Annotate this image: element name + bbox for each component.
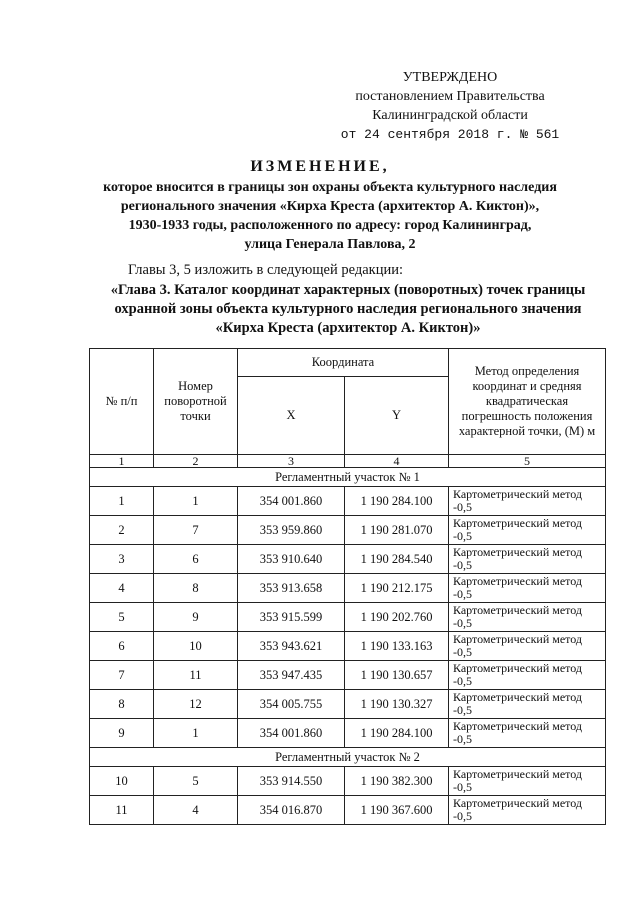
method: Картометрический метод -0,5 [449,690,606,719]
point-number: 6 [154,545,238,574]
section-1-heading: Регламентный участок № 1 [90,468,606,487]
point-number: 1 [154,487,238,516]
coord-y: 1 190 130.327 [345,690,449,719]
approval-stamp [300,68,600,144]
method: Картометрический метод -0,5 [449,574,606,603]
row-number: 6 [90,632,154,661]
row-number: 8 [90,690,154,719]
method: Картометрический метод -0,5 [449,719,606,748]
subtitle-line-2: регионального значения «Кирха Креста (архитектор А. Киктон)», [120,199,540,214]
document-subtitle [95,178,565,254]
table-row [90,767,606,796]
table-row [90,719,606,748]
coord-x: 354 001.860 [238,487,345,516]
table-row [90,632,606,661]
row-number: 1 [90,487,154,516]
row-number: 11 [90,796,154,825]
table-row [90,796,606,825]
coord-x: 354 005.755 [238,690,345,719]
row-number: 3 [90,545,154,574]
coordinates-table [89,348,606,825]
method: Картометрический метод -0,5 [449,796,606,825]
coord-y: 1 190 382.300 [345,767,449,796]
point-number: 12 [154,690,238,719]
table-row [90,516,606,545]
section-2-heading: Регламентный участок № 2 [90,748,606,767]
row-number: 4 [90,574,154,603]
document-title: ИЗМЕНЕНИЕ, [250,158,390,175]
table-row [90,690,606,719]
row-number: 9 [90,719,154,748]
chapter-line-3: «Кирха Креста (архитектор А. Киктон)» [215,320,481,336]
coord-x: 353 943.621 [238,632,345,661]
col-number: 2 [154,455,238,468]
coord-x: 353 959.860 [238,516,345,545]
point-number: 9 [154,603,238,632]
table-row [90,487,606,516]
coord-y: 1 190 130.657 [345,661,449,690]
chapter-line-1: «Глава 3. Каталог координат характерных (поворотных) точек границы [110,282,586,298]
subtitle-line-3: 1930-1933 годы, расположенного по адресу: город Калининград, [128,218,532,233]
coord-x: 353 910.640 [238,545,345,574]
coord-y: 1 190 212.175 [345,574,449,603]
subtitle-line-4: улица Генерала Павлова, 2 [244,237,416,252]
point-number: 5 [154,767,238,796]
coord-x: 353 913.658 [238,574,345,603]
approval-line-2: постановлением Правительства [355,89,545,104]
table-row [90,574,606,603]
coord-y: 1 190 284.100 [345,719,449,748]
point-number: 7 [154,516,238,545]
subtitle-line-1: которое вносится в границы зон охраны объекта культурного наследия [103,180,557,195]
header-point: Номер поворотной точки [154,349,238,455]
approval-line-3: Калининградской области [372,108,528,123]
approval-date: от 24 сентября 2018 г. № 561 [340,127,560,142]
method: Картометрический метод -0,5 [449,545,606,574]
table-row [90,661,606,690]
coord-x: 354 016.870 [238,796,345,825]
row-number: 7 [90,661,154,690]
method: Картометрический метод -0,5 [449,632,606,661]
header-num: № п/п [90,349,154,455]
row-number: 10 [90,767,154,796]
method: Картометрический метод -0,5 [449,487,606,516]
row-number: 2 [90,516,154,545]
table-row [90,603,606,632]
row-number: 5 [90,603,154,632]
chapter-line-2: охранной зоны объекта культурного наследия регионального значения [114,301,582,317]
header-coords: Координата [238,349,449,377]
method: Картометрический метод -0,5 [449,516,606,545]
coord-y: 1 190 367.600 [345,796,449,825]
coord-y: 1 190 281.070 [345,516,449,545]
coord-y: 1 190 202.760 [345,603,449,632]
point-number: 8 [154,574,238,603]
method: Картометрический метод -0,5 [449,603,606,632]
intro-text: Главы 3, 5 изложить в следующей редакции: [128,262,404,278]
header-method: Метод определения координат и средняя квадратическая погрешность положения характерной точки, (М) м [449,349,606,455]
col-number: 3 [238,455,345,468]
header-x: X [238,377,345,455]
point-number: 10 [154,632,238,661]
coord-x: 353 947.435 [238,661,345,690]
chapter-heading [78,281,618,338]
coord-x: 353 915.599 [238,603,345,632]
coord-y: 1 190 284.100 [345,487,449,516]
table-row [90,545,606,574]
point-number: 1 [154,719,238,748]
col-number: 1 [90,455,154,468]
col-number: 5 [449,455,606,468]
col-number: 4 [345,455,449,468]
point-number: 11 [154,661,238,690]
method: Картометрический метод -0,5 [449,661,606,690]
coord-y: 1 190 284.540 [345,545,449,574]
point-number: 4 [154,796,238,825]
approval-title: УТВЕРЖДЕНО [402,70,498,85]
coord-x: 354 001.860 [238,719,345,748]
coord-x: 353 914.550 [238,767,345,796]
method: Картометрический метод -0,5 [449,767,606,796]
header-y: Y [345,377,449,455]
coord-y: 1 190 133.163 [345,632,449,661]
